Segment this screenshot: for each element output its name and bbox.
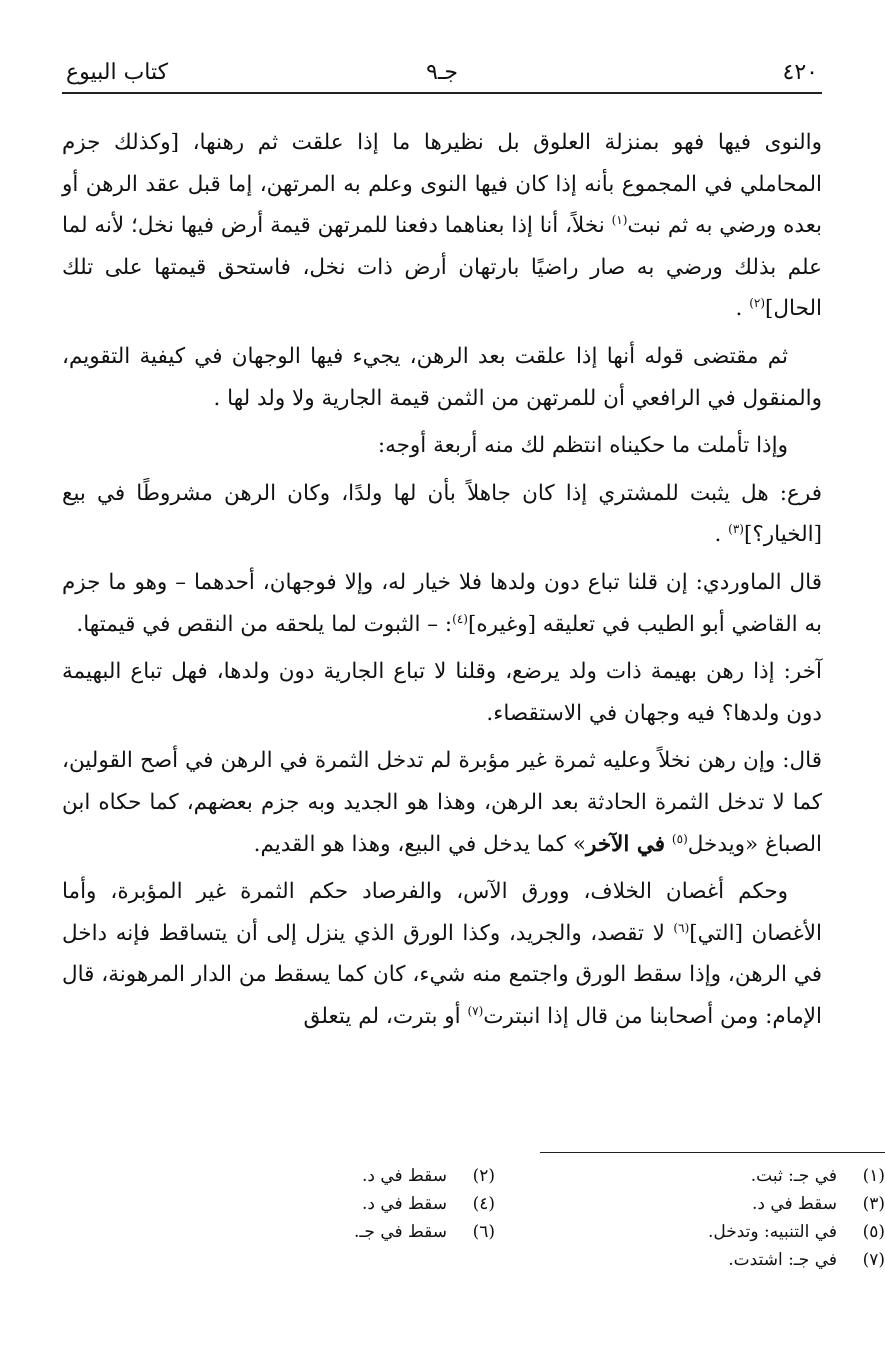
paragraph — [62, 425, 822, 467]
text-run: وإذا تأملت ما حكيناه انتظم لك منه أربعة أوجه: — [377, 433, 788, 459]
footnote-text: سقط في جـ. — [354, 1222, 447, 1242]
footnote-number: (٤) — [472, 1194, 495, 1214]
main-text — [62, 122, 822, 1037]
text-run: : – الثبوت لما يلحقه من النقص في قيمتها. — [76, 611, 453, 637]
paragraph — [62, 871, 822, 1037]
book-title: كتاب البيوع — [66, 60, 169, 85]
footnote-text: سقط في د. — [751, 1194, 837, 1214]
footnotes — [125, 1162, 885, 1274]
footnote-reference: (١) — [611, 213, 628, 228]
footnote-text: سقط في د. — [361, 1194, 447, 1214]
paragraph — [62, 122, 822, 330]
footnote-divider — [540, 1152, 885, 1153]
footnote-text: في جـ: اشتدت. — [728, 1250, 837, 1270]
footnote-text: سقط في د. — [361, 1166, 447, 1186]
footnote-reference: (٢) — [749, 296, 766, 311]
text-run: قال: وإن رهن نخلاً وعليه ثمرة غير مؤبرة لم تدخل الثمرة في الرهن في أصح القولين، كما لا تدخل الثمرة الحادثة بعد الرهن، وهذا هو الجديد وبه جزم بعضهم، كما حكاه ابن الصباغ «ويدخل — [62, 748, 822, 857]
text-run: نخلاً، أنا إذا بعناهما دفعنا للمرتهن قيمة أرض فيها نخل؛ لأنه لما علم بذلك ورضي به صار راضيًا بارتهان أرض ذات نخل، فاستحق قيمتها على تلك الحال] — [62, 213, 822, 322]
footnote-number: (٧) — [862, 1250, 885, 1270]
bold-text: في الآخر — [586, 831, 666, 857]
text-run: أو بترت، لم يتعلق — [303, 1003, 468, 1029]
footnote-number: (٢) — [472, 1166, 495, 1186]
text-run: آخر: إذا رهن بهيمة ذات ولد يرضع، وقلنا لا تباع الجارية دون ولدها، فهل تباع البهيمة دون ولدها؟ فيه وجهان في الاستقصاء. — [62, 659, 822, 726]
text-run — [665, 832, 672, 857]
footnote-item — [125, 1162, 495, 1190]
paragraph — [62, 740, 822, 865]
footnote-item — [515, 1162, 885, 1190]
footnote-reference: (٤) — [452, 611, 468, 626]
text-run: ثم مقتضى قوله أنها إذا علقت بعد الرهن، يجيء فيها الوجهان في كيفية التقويم، والمنقول في الرافعي أن للمرتهن من الثمن قيمة الجارية ولا ولد لها . — [62, 343, 822, 411]
footnote-reference: (٦) — [673, 920, 690, 935]
page-number: ٤٢٠ — [782, 60, 818, 85]
footnote-reference: (٧) — [467, 1003, 484, 1018]
footnote-item — [515, 1190, 885, 1218]
paragraph — [62, 336, 822, 419]
footnote-item — [515, 1246, 885, 1274]
text-run: والنوى فيها فهو بمنزلة العلوق بل نظيرها ما إذا علقت ثم رهنها، [وكذلك جزم المحاملي في المجموع بأنه إذا كان فيها النوى وعلم به المرتهن، إما قبل عقد الرهن أو بعده ورضي به ثم نبت — [62, 130, 822, 239]
footnote-text: في جـ: ثبت. — [750, 1166, 837, 1186]
paragraph — [62, 562, 822, 645]
footnote-number: (٥) — [862, 1222, 885, 1242]
page-header — [62, 52, 822, 94]
footnote-reference: (٥) — [671, 831, 688, 846]
document-page — [62, 52, 822, 1342]
volume-label: جـ٩ — [426, 60, 458, 85]
text-run: . — [735, 296, 750, 322]
text-run: فرع: هل يثبت للمشتري إذا كان جاهلاً بأن لها ولدًا، وكان الرهن مشروطًا في بيع [الخيار؟] — [62, 480, 822, 548]
paragraph — [62, 473, 822, 556]
footnote-text: في التنبيه: وتدخل. — [707, 1222, 837, 1242]
text-run: لا تقصد، والجريد، وكذا الورق الذي ينزل إلى أن يتساقط فإنه داخل في الرهن، وإذا سقط الورق واجتمع منه شيء، كان كما يسقط من الدار المرهونة، قال الإمام: ومن أصحابنا من قال إذا انبترت — [62, 920, 822, 1029]
footnote-item — [125, 1190, 495, 1218]
footnote-number: (١) — [862, 1166, 885, 1186]
footnote-number: (٣) — [862, 1194, 885, 1214]
footnote-reference: (٣) — [728, 522, 744, 537]
paragraph — [62, 651, 822, 734]
footnote-number: (٦) — [472, 1222, 495, 1242]
footnote-item — [515, 1218, 885, 1246]
text-run: وحكم أغصان الخلاف، وورق الآس، والفرصاد حكم الثمرة غير المؤبرة، وأما الأغصان [التي] — [62, 879, 822, 946]
footnote-grid — [125, 1162, 885, 1274]
footnote-item — [125, 1218, 495, 1246]
text-run: قال الماوردي: إن قلنا تباع دون ولدها فلا خيار له، وإلا فوجهان، أحدهما – وهو ما جزم به القاضي أبو الطيب في تعليقه [وغيره] — [62, 569, 822, 637]
text-run: . — [714, 522, 729, 548]
text-run: » كما يدخل في البيع، وهذا هو القديم. — [253, 831, 586, 857]
